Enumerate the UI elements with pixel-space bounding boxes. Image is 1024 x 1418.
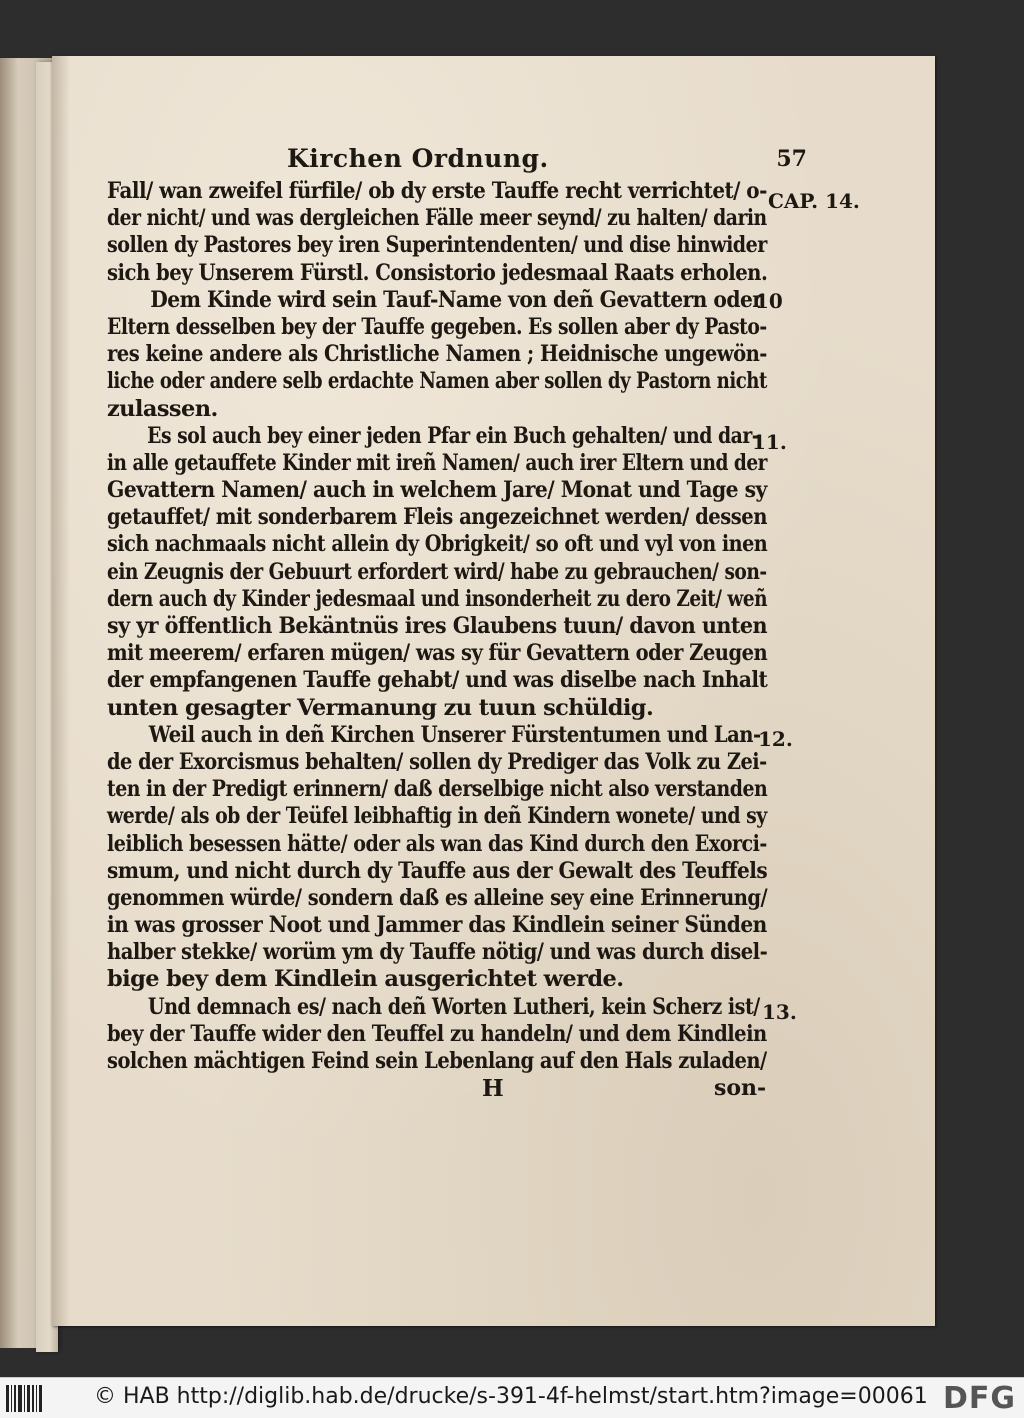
text-line: liche oder andere selb erdachte Namen aber sollen dy Pastorn nicht (107, 368, 767, 395)
text-line: Dem Kinde wird sein Tauf-Name von deñ Gevattern oder (150, 286, 763, 313)
text-line: zulassen. (107, 395, 218, 422)
text-line: sich nachmaals nicht allein dy Obrigkeit/ so oft und vyl von inen (107, 531, 768, 558)
text-line: werde/ als ob der Teüfel leibhaftig in deñ Kindern wonete/ und sy (107, 803, 767, 830)
text-line: dern auch dy Kinder jedesmaal und insonderheit zu dero Zeit/ weñ (107, 585, 768, 612)
text-line: in was grosser Noot und Jammer das Kindlein seiner Sünden (107, 912, 767, 939)
text-line: Gevattern Namen/ auch in welchem Jare/ Monat und Tage sy (107, 477, 767, 504)
margin-section-10: 10 (755, 289, 783, 313)
viewer-footer (0, 1377, 1024, 1418)
text-line: leiblich besessen hätte/ oder als wan das Kind durch den Exorci- (107, 830, 767, 857)
margin-chapter-number: CAP. 14. (768, 189, 860, 213)
text-line: Und demnach es/ nach deñ Worten Lutheri, kein Scherz ist/ (147, 993, 760, 1020)
signature-mark: H (482, 1075, 504, 1103)
text-line: mit meerem/ erfaren mügen/ was sy für Gevattern oder Zeugen (107, 640, 768, 667)
text-line: Weil auch in deñ Kirchen Unserer Fürstentumen und Lan- (148, 721, 761, 748)
text-line: sollen dy Pastores bey iren Superintendenten/ und dise hinwider (107, 232, 767, 259)
text-line: sich bey Unserem Fürstl. Consistorio jedesmaal Raats erholen. (107, 259, 768, 286)
text-line: sy yr öffentlich Bekäntnüs ires Glaubens tuun/ davon unten (107, 613, 767, 639)
text-line: bige bey dem Kindlein ausgerichtet werde. (107, 966, 624, 993)
text-line: der empfangenen Tauffe gehabt/ und was diselbe nach Inhalt (107, 667, 768, 694)
barcode-icon (6, 1385, 44, 1412)
text-line: Eltern desselben bey der Tauffe gegeben. Es sollen aber dy Pasto- (107, 313, 767, 340)
text-line: Fall/ wan zweifel fürfile/ ob dy erste Tauffe recht verrichtet/ o- (107, 178, 767, 204)
body-text (107, 178, 767, 1075)
margin-section-13: 13. (762, 1000, 797, 1024)
text-line: res keine andere als Christliche Namen ; Heidnische ungewön- (107, 341, 767, 368)
page-footer-line (107, 1075, 767, 1105)
text-line: in alle getauffete Kinder mit ireñ Namen/ auch irer Eltern und der (107, 449, 767, 476)
dfg-logo: DFG (942, 1381, 1016, 1416)
book-page (52, 56, 935, 1326)
catchword: son- (714, 1075, 767, 1102)
page-number: 57 (776, 146, 807, 172)
page-header (107, 144, 807, 178)
text-line: ein Zeugnis der Gebuurt erfordert wird/ habe zu gebrauchen/ son- (107, 558, 767, 585)
running-head: Kirchen Ordnung. (287, 144, 549, 173)
text-line: Es sol auch bey einer jeden Pfar ein Buch gehalten/ und dar- (147, 422, 760, 449)
text-line: getauffet/ mit sonderbarem Fleis angezeichnet werden/ dessen (107, 504, 767, 531)
text-line: halber stekke/ worüm ym dy Tauffe nötig/ und was durch disel- (107, 939, 768, 966)
text-line: bey der Tauffe wider den Teuffel zu handeln/ und dem Kindlein (107, 1020, 767, 1047)
margin-section-11: 11. (752, 430, 787, 454)
copyright-link[interactable]: © HAB http://diglib.hab.de/drucke/s-391-4f-helmst/start.htm?image=00061 (94, 1384, 928, 1409)
text-line: smum, und nicht durch dy Tauffe aus der Gewalt des Teuffels (107, 857, 768, 884)
text-line: genommen würde/ sondern daß es alleine sey eine Erinnerung/ (107, 884, 768, 911)
margin-section-12: 12. (758, 727, 793, 751)
text-line: unten gesagter Vermanung zu tuun schüldig. (107, 694, 654, 721)
text-line: der nicht/ und was dergleichen Fälle meer seynd/ zu halten/ darin (107, 205, 767, 232)
gutter-shadow (52, 56, 70, 1326)
text-line: ten in der Predigt erinnern/ daß derselbige nicht also verstanden (107, 776, 768, 803)
text-line: solchen mächtigen Feind sein Lebenlang auf den Hals zuladen/ (107, 1048, 767, 1074)
text-line: de der Exorcismus behalten/ sollen dy Prediger das Volk zu Zei- (107, 748, 767, 775)
